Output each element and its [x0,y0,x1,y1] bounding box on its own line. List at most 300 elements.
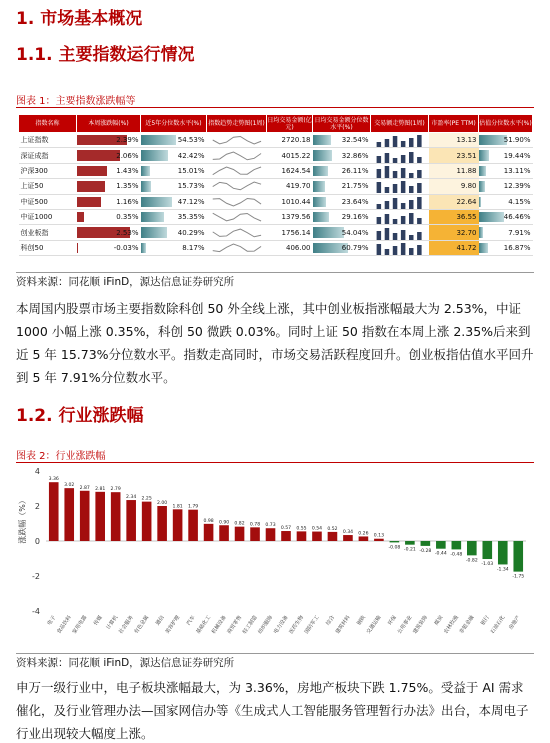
mini-column [392,246,397,255]
mini-column [392,136,397,147]
category-label: 计算机 [105,614,120,631]
bar-value-label: 2.87 [79,485,90,491]
bar [188,510,198,541]
mini-column [400,243,405,255]
turnover-percentile-cell [313,133,371,148]
weekly-change-cell [77,240,141,255]
turnover-mini-columns [373,149,427,163]
bar [235,527,245,541]
category-label: 家用电器 [71,614,89,636]
trend-sparkline [209,241,265,255]
figure-1-caption-rule [16,107,534,108]
bar-value-label: 2.25 [141,496,152,502]
header-cell: 日均交易金额(亿元) [267,116,312,131]
table-row [19,148,533,163]
turnover-percentile-cell-value: 26.11% [341,166,369,175]
mini-column [400,203,405,209]
trend-sparkline [209,226,265,240]
five-year-percentile-cell-value: 40.29% [177,228,205,237]
valuation-percentile-cell-value: 7.91% [508,228,531,237]
turnover-percentile-cell-value: 54.04% [341,228,369,237]
mini-column [409,235,414,240]
mini-column [376,244,381,255]
category-label: 电子 [46,614,58,627]
mini-column [400,230,405,240]
mini-column [384,153,389,163]
bar-value-label: 0.54 [311,526,323,532]
turnover-percentile-cell-value: 23.64% [341,197,369,206]
mini-column [409,248,414,255]
bar [297,531,307,541]
index-name: 沪深300 [19,163,77,178]
turnover-mini-columns [373,241,427,255]
section-heading-1-1: 1.1. 主要指数运行情况 [16,45,195,65]
trend-sparkline [209,195,265,209]
bar [343,535,353,541]
pe-value: 41.72 [429,240,479,255]
figure-2-source: 资料来源：同花顺 iFinD，源达信息证券研究所 [16,657,235,669]
mini-column [409,213,414,224]
bar [467,541,477,555]
index-name: 上证50 [19,179,77,194]
bar [482,541,492,559]
category-label: 银行 [480,614,491,627]
bar [452,541,462,549]
mini-column [384,139,389,147]
bar-value-label: 0.57 [280,526,292,532]
category-label: 交通运输 [365,614,383,636]
pe-value: 36.55 [429,209,479,224]
table-row [19,163,533,178]
weekly-change-cell-value: 0.35% [116,213,139,222]
category-label: 通信 [154,614,166,627]
section-heading-1-2: 1.2. 行业涨跌幅 [16,406,144,426]
category-label: 美容护理 [164,614,182,636]
turnover-columns-cell [371,133,429,148]
bar [126,500,136,541]
turnover-columns-cell [371,209,429,224]
mini-column [392,184,397,193]
turnover-percentile-cell-value: 21.75% [341,182,369,191]
y-tick-label: 2 [34,502,40,511]
bar [80,491,90,541]
bar [49,482,59,541]
header-cell: 指数名称 [19,115,77,133]
mini-column [417,197,422,209]
pe-value: 11.88 [429,163,479,178]
bar-value-label: 2.34 [126,495,137,501]
weekly-change-cell-value: 2.06% [116,151,139,160]
weekly-change-cell-value: 1.16% [116,197,139,206]
figure-2-caption: 图表 2：行业涨跌幅 [16,451,106,462]
category-label: 基础化工 [195,614,213,636]
category-label: 商贸零售 [226,614,244,636]
header-cell: 近5年分位数水平(%) [141,115,207,133]
mini-column [392,158,397,163]
trend-sparkline-cell [207,133,267,148]
category-label: 轻工制造 [241,614,259,636]
five-year-percentile-cell-value: 35.35% [177,213,205,222]
category-label: 建筑装饰 [412,614,429,636]
category-label: 农林牧渔 [443,614,460,636]
mini-column [400,155,405,163]
bar-value-label: -0.44 [434,551,447,557]
header-cell: 本周涨跌幅(%) [77,115,141,133]
five-year-percentile-cell [141,133,207,148]
trend-sparkline-cell [207,194,267,209]
bar [64,488,74,541]
trend-sparkline-cell [207,179,267,194]
category-label: 煤炭 [433,614,445,627]
category-label: 石油石化 [489,614,507,636]
trend-sparkline [209,164,265,178]
turnover-percentile-cell-value: 32.54% [341,136,369,145]
index-name: 深证成指 [19,148,77,163]
five-year-percentile-cell-value: 54.53% [177,136,205,145]
mini-column [417,135,422,147]
bar-value-label: 0.26 [358,531,369,537]
weekly-change-cell [77,133,141,148]
figure-1-source: 资料来源：同花顺 iFinD，源达信息证券研究所 [16,276,235,288]
header-cell: 交易额走势图(1周) [371,115,429,133]
bar [204,524,214,541]
pe-value: 32.70 [429,225,479,240]
turnover-mini-columns [373,226,427,240]
valuation-percentile-cell-value: 16.87% [503,243,531,252]
paragraph-industry-summary: 申万一级行业中，电子板块涨幅最大，为 3.36%，房地产板块下跌 1.75%。受益于 AI 需求催化，及行业管理办法—国家网信办等《生成式人工智能服务管理暂行办法》出台，本周电子行业出现较大幅度上涨。 [16,680,529,741]
figure-2-source-rule [16,653,534,654]
category-label: 公用事业 [396,614,414,636]
category-label: 钢铁 [356,614,368,627]
weekly-change-cell [77,225,141,240]
mini-column [400,168,405,178]
bar-value-label: -0.48 [450,552,463,558]
turnover-columns-cell [371,240,429,255]
mini-column [409,152,414,163]
valuation-percentile-cell-value: 19.44% [503,151,531,160]
bar [173,509,183,541]
avg-turnover-value: 4015.22 [267,148,313,163]
trend-sparkline [209,149,265,163]
turnover-columns-cell [371,163,429,178]
valuation-percentile-cell [479,209,533,224]
mini-column [384,228,389,240]
turnover-mini-columns [373,210,427,224]
five-year-percentile-cell-value: 8.17% [182,243,205,252]
mini-column [384,166,389,178]
header-cell: 市盈率(PE TTM) [429,115,479,133]
valuation-percentile-cell-value: 13.11% [503,166,531,175]
avg-turnover-value: 1756.14 [267,225,313,240]
y-axis-label: 涨跌幅（%） [18,496,27,544]
turnover-columns-cell [371,179,429,194]
bar-value-label: -1.03 [481,562,494,568]
weekly-change-cell-bar [77,243,78,253]
five-year-percentile-cell [141,194,207,209]
valuation-percentile-cell-value: 46.46% [503,213,531,222]
turnover-percentile-cell [313,148,371,163]
avg-turnover-value: 2720.18 [267,133,313,148]
five-year-percentile-cell [141,240,207,255]
header-cell: 估值分位数水平(%) [479,115,533,133]
trend-sparkline-cell [207,148,267,163]
y-tick-label: -2 [32,572,40,581]
turnover-percentile-cell [313,179,371,194]
weekly-change-cell [77,179,141,194]
category-label: 综合 [325,614,337,627]
weekly-change-cell [77,163,141,178]
bar [421,541,431,546]
five-year-percentile-cell [141,209,207,224]
bar [250,527,260,541]
valuation-percentile-cell [479,133,533,148]
pe-value: 23.51 [429,148,479,163]
avg-turnover-value: 1624.54 [267,163,313,178]
mini-column [409,200,414,209]
table-row [19,209,533,224]
bar-value-label: 0.98 [203,518,214,524]
mini-column [400,216,405,224]
trend-sparkline [209,133,265,147]
bar-value-label: 3.02 [64,483,75,489]
trend-sparkline-cell [207,225,267,240]
bar [498,541,508,564]
bar-value-label: 0.73 [265,523,276,529]
mini-column [384,187,389,193]
bar-value-label: 0.78 [249,522,261,528]
mini-column [376,182,381,193]
bar [513,541,523,572]
category-label: 有色金属 [133,614,151,636]
valuation-percentile-cell [479,163,533,178]
bar-value-label: 0.52 [327,526,338,532]
bar-value-label: 0.90 [218,520,230,526]
bar [359,536,369,541]
valuation-percentile-cell-value: 12.39% [503,182,531,191]
index-name: 中证500 [19,194,77,209]
mini-column [376,169,381,178]
bar [266,528,276,541]
weekly-change-cell [77,194,141,209]
paragraph-index-summary: 本周国内股票市场主要指数除科创 50 外全线上涨，其中创业板指涨幅最大为 2.53%，中证 1000 小幅上涨 0.35%，科创 50 微跌 0.03%。同时上证 50 指数在本周上涨 2.35%后来到近 5 年 15.73%分位数水平。指数走高同时，市场交易活跃程度回升。创业板指估值水平回升到 5 年 7.91%分位数水平。 [16,301,534,385]
table-row [19,179,533,194]
category-label: 社会服务 [117,614,135,636]
valuation-percentile-cell-value: 4.15% [508,197,531,206]
mini-column [384,214,389,224]
bar-value-label: 2.79 [110,487,121,493]
valuation-percentile-cell [479,240,533,255]
header-cell: 指数趋势走势图(1周) [207,115,267,133]
mini-column [417,245,422,255]
pe-value: 13.13 [429,133,479,148]
category-label: 机械设备 [210,614,228,636]
valuation-percentile-cell [479,225,533,240]
bar [157,506,167,541]
mini-column [376,142,381,147]
bar-value-label: 0.34 [342,530,354,536]
section-heading-1: 1. 市场基本概况 [16,9,143,29]
bar-value-label: -0.08 [388,545,401,551]
five-year-percentile-cell [141,148,207,163]
index-name: 科创50 [19,240,77,255]
category-label: 非银金融 [458,614,476,636]
avg-turnover-value: 1379.56 [267,209,313,224]
valuation-percentile-cell [479,148,533,163]
category-label: 纺织服饰 [257,614,275,636]
index-performance-table [18,114,533,256]
bar [436,541,446,549]
five-year-percentile-cell-value: 42.42% [177,151,205,160]
turnover-columns-cell [371,194,429,209]
turnover-percentile-cell [313,194,371,209]
mini-column [409,173,414,178]
turnover-mini-columns [373,133,427,147]
mini-column [392,233,397,240]
weekly-change-cell-value: -0.03% [113,243,139,252]
category-label: 汽车 [185,614,197,627]
turnover-mini-columns [373,164,427,178]
bar-value-label: 2.00 [157,501,168,506]
bar-value-label: 1.81 [172,504,183,510]
mini-column [417,183,422,193]
bar [390,541,400,542]
table-row [19,194,533,209]
bar-value-label: -0.28 [419,548,432,554]
bar-value-label: -0.82 [465,558,478,564]
turnover-percentile-cell-value: 29.16% [341,213,369,222]
category-label: 传媒 [92,614,104,627]
trend-sparkline-cell [207,163,267,178]
bar-value-label: -0.21 [403,547,416,553]
y-tick-label: 0 [34,537,40,546]
bar-value-label: 0.55 [296,526,307,532]
category-label: 建筑材料 [334,614,352,636]
mini-column [384,249,389,255]
mini-column [409,138,414,147]
bar-value-label: 2.81 [95,486,106,492]
avg-turnover-value: 1010.44 [267,194,313,209]
bar [219,525,229,541]
turnover-percentile-cell [313,209,371,224]
valuation-percentile-cell [479,179,533,194]
mini-column [384,201,389,209]
mini-column [376,231,381,240]
figure-1-caption: 图表 1：主要指数涨跌幅等 [16,96,136,107]
trend-sparkline [209,210,265,224]
bar [374,539,384,541]
mini-column [392,219,397,224]
y-tick-label: 4 [34,467,40,476]
header-cell: 日均交易金额分位数水平(%) [314,116,369,131]
weekly-change-cell-value: 1.35% [116,182,139,191]
mini-column [400,141,405,147]
category-label: 环保 [387,614,399,627]
turnover-mini-columns [373,195,427,209]
weekly-change-cell-value: 2.53% [116,228,139,237]
five-year-percentile-cell [141,179,207,194]
turnover-percentile-cell-value: 60.79% [341,243,369,252]
bar-value-label: 0.13 [373,533,385,539]
bar [405,541,415,545]
table-row [19,225,533,240]
figure-1-source-rule [16,272,534,273]
five-year-percentile-cell [141,225,207,240]
five-year-percentile-cell-value: 47.12% [177,197,205,206]
weekly-change-cell [77,209,141,224]
mini-column [417,218,422,224]
y-tick-label: -4 [32,607,40,616]
category-label: 食品饮料 [56,614,73,636]
mini-column [392,171,397,178]
index-name: 中证1000 [19,209,77,224]
mini-column [417,157,422,163]
bar-value-label: 0.82 [234,521,245,527]
turnover-columns-cell [371,148,429,163]
mini-column [376,217,381,224]
weekly-change-cell-value: 1.43% [116,166,139,175]
avg-turnover-value: 406.00 [267,240,313,255]
five-year-percentile-cell [141,163,207,178]
avg-turnover-value: 419.70 [267,179,313,194]
trend-sparkline [209,179,265,193]
bar [142,502,152,541]
category-label: 房地产 [508,614,522,631]
bar [95,492,105,541]
table-row [19,133,533,148]
bar [281,531,291,541]
bar-value-label: 1.79 [187,504,199,510]
trend-sparkline-cell [207,240,267,255]
trend-sparkline-cell [207,209,267,224]
weekly-change-cell [77,148,141,163]
mini-column [417,170,422,178]
bar [312,532,322,541]
mini-column [376,156,381,163]
weekly-change-cell-value: 2.39% [116,136,139,145]
bar-value-label: -1.34 [496,567,509,573]
mini-column [392,198,397,209]
bar [111,492,121,541]
bar [328,532,338,541]
category-label: 医药生物 [288,614,306,636]
pe-value: 22.64 [429,194,479,209]
mini-column [417,232,422,240]
turnover-mini-columns [373,179,427,193]
table-header-row [19,115,533,133]
five-year-percentile-cell-value: 15.01% [177,166,205,175]
pe-value: 9.80 [429,179,479,194]
mini-column [376,204,381,209]
category-label: 电力设备 [272,614,290,636]
mini-column [409,186,414,193]
valuation-percentile-cell-value: 51.90% [503,136,531,145]
index-name: 上证指数 [19,133,77,148]
turnover-percentile-cell [313,163,371,178]
turnover-percentile-cell [313,240,371,255]
bar-value-label: 3.36 [48,477,59,483]
index-name: 创业板指 [19,225,77,240]
category-label: 国防军工 [303,614,321,636]
mini-column [400,181,405,193]
industry-change-bar-chart [16,463,534,653]
bar-value-label: -1.75 [512,574,525,580]
turnover-percentile-cell-value: 32.86% [341,151,369,160]
turnover-columns-cell [371,225,429,240]
turnover-percentile-cell [313,225,371,240]
table-row [19,240,533,255]
five-year-percentile-cell-value: 15.73% [177,182,205,191]
valuation-percentile-cell [479,194,533,209]
